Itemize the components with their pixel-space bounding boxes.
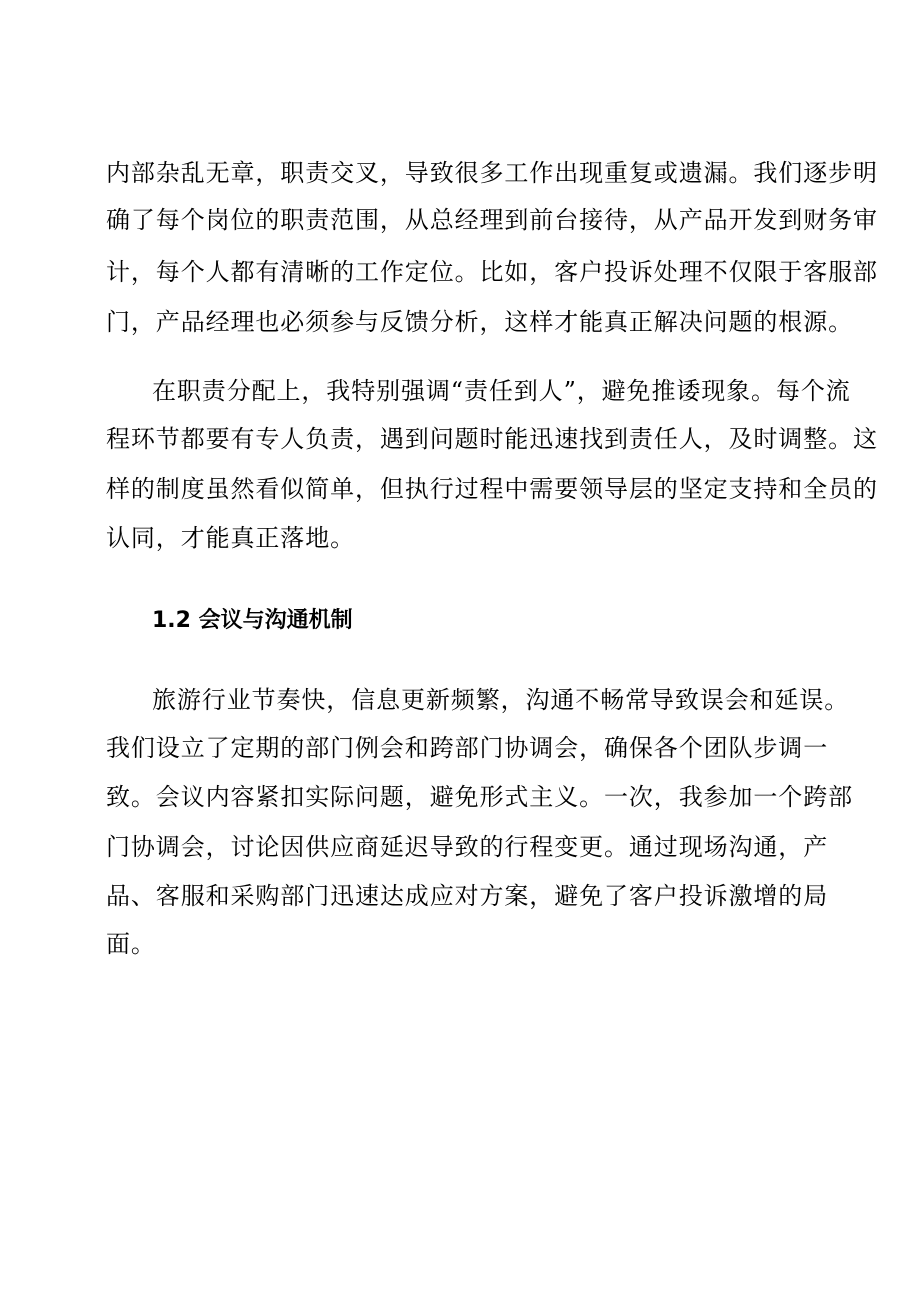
paragraph-3-line-6: 面。 bbox=[106, 930, 156, 958]
paragraph-2-line-4: 认同，才能真正落地。 bbox=[106, 524, 355, 552]
paragraph-1-line-2: 确了每个岗位的职责范围，从总经理到前台接待，从产品开发到财务审 bbox=[106, 206, 878, 234]
section-heading: 1.2 会议与沟通机制 bbox=[152, 608, 353, 633]
paragraph-1-line-4: 门，产品经理也必须参与反馈分析，这样才能真正解决问题的根源。 bbox=[106, 308, 853, 336]
paragraph-2-line-2: 程环节都要有专人负责，遇到问题时能迅速找到责任人，及时调整。这 bbox=[106, 425, 878, 453]
paragraph-2-line-3: 样的制度虽然看似简单，但执行过程中需要领导层的坚定支持和全员的 bbox=[106, 475, 878, 503]
paragraph-3-line-2: 我们设立了定期的部门例会和跨部门协调会，确保各个团队步调一 bbox=[106, 734, 829, 762]
paragraph-3-line-3: 致。会议内容紧扣实际问题，避免形式主义。一次，我参加一个跨部 bbox=[106, 783, 853, 811]
paragraph-3-line-5: 品、客服和采购部门迅速达成应对方案，避免了客户投诉激增的局 bbox=[106, 882, 829, 910]
paragraph-3-line-1: 旅游行业节奏快，信息更新频繁，沟通不畅常导致误会和延误。 bbox=[152, 686, 850, 714]
paragraph-1-line-3: 计，每个人都有清晰的工作定位。比如，客户投诉处理不仅限于客服部 bbox=[106, 258, 878, 286]
paragraph-3-line-4: 门协调会，讨论因供应商延迟导致的行程变更。通过现场沟通，产 bbox=[106, 833, 829, 861]
paragraph-2-line-1: 在职责分配上，我特别强调“责任到人”，避免推诿现象。每个流 bbox=[152, 377, 851, 405]
paragraph-1-line-1: 内部杂乱无章，职责交叉，导致很多工作出现重复或遗漏。我们逐步明 bbox=[106, 159, 878, 187]
